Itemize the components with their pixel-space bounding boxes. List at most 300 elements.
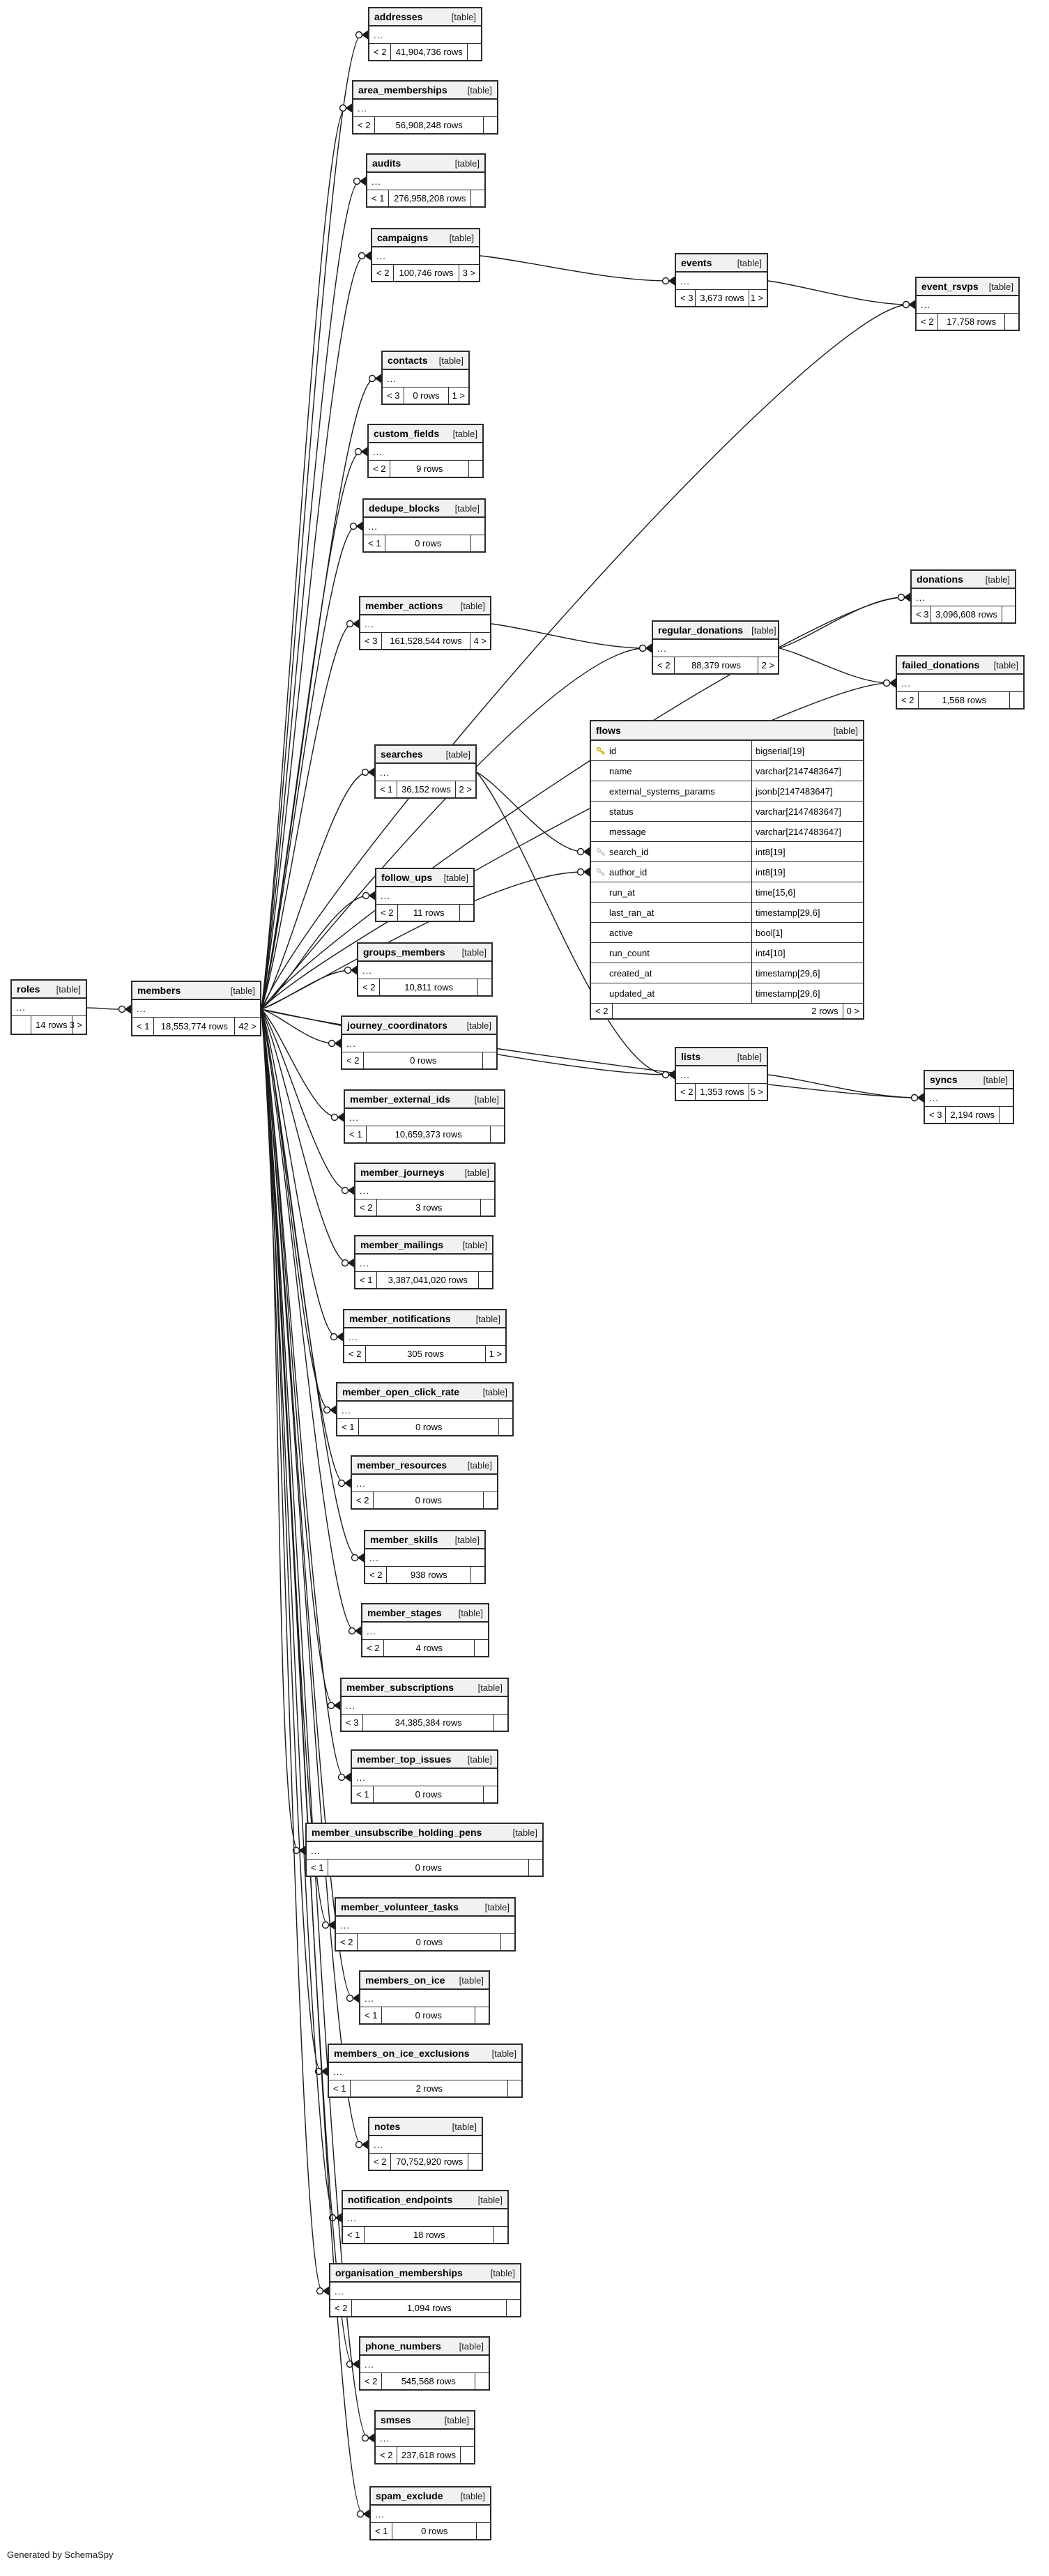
table-name: dedupe_blocks [369, 503, 440, 514]
table-flows[interactable] [590, 720, 864, 1020]
table-footer [342, 1715, 507, 1731]
table-header[interactable] [132, 982, 260, 1000]
footer-center-cell: 18 rows [413, 2230, 445, 2240]
table-header[interactable] [897, 657, 1023, 675]
footer-center-cell: 3,096,608 rows [935, 609, 997, 620]
table-type-badge: [table] [983, 1074, 1008, 1085]
footer-right-cell: 2 > [455, 781, 475, 797]
footer-left-cell: < 1 [343, 2227, 365, 2243]
footer-center-cell: 1,568 rows [942, 695, 987, 705]
footer-center-cell: 0 rows [410, 1055, 437, 1066]
table-footer [355, 1199, 494, 1216]
footer-left-cell [12, 1016, 31, 1034]
primary-key-icon [596, 746, 605, 756]
footer-left-cell: < 2 [676, 1084, 696, 1100]
table-event_rsvps[interactable] [915, 277, 1020, 331]
table-header[interactable] [352, 1751, 497, 1769]
table-header[interactable] [369, 2118, 482, 2136]
table-header[interactable] [591, 721, 863, 741]
table-header[interactable] [376, 869, 473, 887]
columns-collapsed-indicator: ... [336, 1917, 514, 1934]
table-footer [362, 1640, 488, 1656]
crow-foot-arrow [351, 966, 358, 975]
footer-center-cell: 4 rows [415, 1643, 443, 1653]
table-searches[interactable] [374, 744, 477, 799]
crow-foot-arrow [583, 868, 590, 877]
column-type: int4[10] [751, 943, 863, 963]
column-type: int8[19] [751, 862, 863, 882]
table-header[interactable] [343, 2191, 507, 2209]
table-header[interactable] [336, 1899, 514, 1917]
table-header[interactable] [360, 2338, 489, 2356]
zero-many-circle [349, 1628, 355, 1634]
footer-center-cell: 0 rows [415, 1862, 442, 1873]
crow-foot-arrow [645, 644, 652, 653]
table-name: spam_exclude [376, 2490, 443, 2501]
footer-right-cell [468, 2154, 482, 2170]
table-footer [912, 606, 1015, 622]
table-header[interactable] [337, 1383, 512, 1402]
table-member_notifications[interactable] [343, 1309, 507, 1363]
table-header[interactable] [353, 82, 497, 100]
column-name-cell [591, 923, 751, 942]
footer-left-cell: < 2 [376, 905, 398, 921]
table-member_resources[interactable] [351, 1455, 498, 1510]
table-name: contacts [388, 355, 428, 366]
zero-many-circle [332, 1114, 338, 1121]
table-name: flows [596, 725, 621, 736]
zero-many-circle [352, 1555, 358, 1561]
table-name: event_rsvps [921, 281, 979, 292]
table-footer [132, 1018, 260, 1035]
columns-collapsed-indicator: ... [342, 1035, 496, 1052]
table-syncs[interactable] [924, 1070, 1014, 1124]
table-member_actions[interactable] [359, 596, 491, 650]
table-area_memberships[interactable] [352, 80, 498, 135]
footer-left-cell: < 3 [383, 388, 404, 404]
table-header[interactable] [653, 622, 778, 640]
columns-collapsed-indicator: ... [358, 962, 491, 979]
crow-foot-arrow [337, 1333, 344, 1342]
table-type-badge: [table] [482, 1386, 507, 1397]
footer-center-cell: 0 rows [413, 390, 440, 401]
table-name: notification_endpoints [348, 2194, 453, 2205]
table-type-badge: [table] [467, 84, 492, 95]
table-name: searches [381, 749, 423, 760]
table-header[interactable] [917, 278, 1018, 296]
footer-right-cell [474, 1640, 488, 1656]
zero-many-circle [363, 893, 369, 899]
footer-center-cell: 14 rows [36, 1020, 68, 1030]
table-addresses[interactable] [368, 7, 482, 61]
footer-center-cell: 3,673 rows [700, 293, 744, 303]
table-footer [12, 1016, 86, 1034]
table-footer [653, 657, 778, 673]
footer-left-cell: < 2 [352, 1492, 374, 1508]
key-spacer [596, 989, 605, 998]
column-type: timestamp[29,6] [751, 983, 863, 1003]
table-contacts[interactable] [381, 351, 470, 405]
relationship-edge [491, 624, 645, 648]
table-type-badge: [table] [985, 574, 1010, 585]
footer-right-cell [478, 1272, 492, 1288]
table-notification_endpoints[interactable] [342, 2190, 509, 2244]
footer-left-cell: < 2 [344, 1346, 366, 1362]
relationship-edge [261, 181, 360, 1009]
table-header[interactable] [307, 1824, 542, 1842]
crow-foot-arrow [330, 1406, 337, 1415]
table-groups_members[interactable] [357, 942, 493, 997]
table-type-badge: [table] [490, 2267, 515, 2278]
zero-many-circle [354, 178, 360, 185]
table-type-badge: [table] [475, 1313, 500, 1324]
table-header[interactable] [376, 2412, 474, 2430]
table-type-badge: [table] [737, 257, 762, 268]
column-row-status [591, 802, 863, 822]
table-member_top_issues[interactable] [351, 1749, 498, 1804]
table-name: journey_coordinators [347, 1020, 447, 1031]
column-name: run_at [609, 887, 635, 898]
table-type-badge: [table] [462, 1239, 487, 1250]
table-header[interactable] [362, 1604, 488, 1623]
table-footer [329, 2080, 521, 2096]
column-row-id [591, 741, 863, 761]
columns-collapsed-indicator: ... [912, 589, 1015, 606]
footer-right-cell [459, 905, 473, 921]
zero-many-circle [355, 449, 362, 455]
footer-center-cell: 41,904,736 rows [395, 47, 463, 57]
columns-collapsed-indicator: ... [337, 1402, 512, 1419]
table-donations[interactable] [910, 569, 1016, 624]
table-type-badge: [table] [461, 946, 487, 958]
zero-many-circle [339, 1480, 345, 1487]
footer-left-cell: < 2 [653, 657, 675, 673]
table-name: area_memberships [358, 84, 447, 95]
table-failed_donations[interactable] [896, 655, 1025, 710]
table-footer [342, 1052, 496, 1068]
column-type: timestamp[29,6] [751, 903, 863, 922]
table-type-badge: [table] [491, 2048, 516, 2059]
table-spam_exclude[interactable] [369, 2486, 491, 2540]
table-header[interactable] [355, 1236, 492, 1255]
relationship-edge [261, 1009, 335, 2218]
footer-center-cell: 2 rows [415, 2083, 443, 2094]
table-header[interactable] [925, 1071, 1013, 1089]
table-footer [364, 535, 484, 551]
footer-left-cell: < 2 [355, 1199, 377, 1216]
column-type: bool[1] [751, 923, 863, 942]
crow-foot-arrow [348, 1186, 355, 1195]
zero-many-circle [339, 1774, 345, 1781]
table-header[interactable] [676, 1048, 767, 1066]
table-header[interactable] [344, 1310, 505, 1328]
footer-left-cell: < 2 [591, 1004, 613, 1018]
footer-right-cell [482, 1052, 496, 1068]
table-roles[interactable] [10, 979, 87, 1035]
relationship-edge [261, 624, 353, 1009]
column-name: id [609, 745, 617, 756]
footer-right-cell: 42 > [234, 1018, 260, 1035]
table-follow_ups[interactable] [375, 868, 475, 922]
crow-foot-arrow [362, 2140, 369, 2149]
zero-many-circle [578, 849, 584, 855]
key-spacer [596, 807, 605, 816]
footer-left-cell: < 2 [897, 692, 919, 708]
table-smses[interactable] [374, 2410, 475, 2464]
zero-many-circle [912, 1095, 918, 1101]
table-type-badge: [table] [467, 1754, 492, 1765]
table-member_stages[interactable] [361, 1603, 489, 1657]
table-member_unsubscribe_holding_pens[interactable] [305, 1823, 544, 1877]
zero-many-circle [898, 595, 905, 601]
table-header[interactable] [355, 1164, 494, 1182]
column-row-run_count [591, 943, 863, 963]
footer-left-cell: < 1 [307, 1860, 328, 1876]
table-member_skills[interactable] [364, 1530, 486, 1584]
footer-left-cell: < 1 [329, 2080, 351, 2096]
table-header[interactable] [912, 571, 1015, 589]
table-name: follow_ups [381, 872, 433, 883]
table-type-badge: [table] [445, 749, 470, 760]
table-header[interactable] [360, 1972, 489, 1990]
table-notes[interactable] [368, 2117, 483, 2171]
footer-right-cell [1004, 314, 1018, 330]
table-phone_numbers[interactable] [359, 2336, 490, 2391]
table-name: groups_members [363, 946, 445, 958]
table-member_journeys[interactable] [354, 1163, 496, 1217]
table-dedupe_blocks[interactable] [362, 498, 486, 553]
table-type-badge: [table] [230, 985, 255, 996]
table-footer [307, 1860, 542, 1876]
zero-many-circle [358, 2511, 364, 2517]
key-spacer [596, 827, 605, 836]
columns-collapsed-indicator: ... [376, 764, 475, 781]
table-header[interactable] [329, 2045, 521, 2063]
table-type-badge: [table] [477, 2194, 503, 2205]
crow-foot-arrow [368, 2434, 375, 2443]
columns-collapsed-indicator: ... [383, 370, 468, 388]
columns-collapsed-indicator: ... [365, 1549, 484, 1567]
table-footer [360, 2373, 489, 2389]
zero-many-circle [347, 621, 353, 627]
footer-center-cell: 88,379 rows [691, 660, 741, 670]
table-footer [676, 290, 767, 306]
column-name-cell [591, 983, 751, 1003]
footer-left-cell: < 2 [330, 2300, 352, 2316]
table-header[interactable] [365, 1531, 484, 1549]
column-name-cell [591, 842, 751, 861]
relationship-edge [779, 597, 904, 648]
table-header[interactable] [383, 352, 468, 370]
table-header[interactable] [342, 1017, 496, 1035]
key-spacer [596, 969, 605, 978]
footer-right-cell [493, 1715, 507, 1731]
footer-right-cell [470, 535, 484, 551]
footer-center-cell: 34,385,384 rows [395, 1717, 462, 1728]
columns-collapsed-indicator: ... [343, 2209, 507, 2227]
crow-foot-arrow [335, 1039, 342, 1048]
column-row-created_at [591, 963, 863, 983]
table-member_external_ids[interactable] [344, 1089, 505, 1144]
table-footer [897, 692, 1023, 708]
footer-right-cell [493, 2227, 507, 2243]
table-header[interactable] [364, 500, 484, 518]
crow-foot-arrow [668, 277, 675, 286]
table-members_on_ice[interactable] [359, 1970, 490, 2025]
columns-collapsed-indicator: ... [369, 443, 482, 461]
columns-collapsed-indicator: ... [352, 1475, 497, 1492]
footer-right-cell: 1 > [749, 290, 767, 306]
zero-many-circle [356, 32, 362, 38]
table-type-badge: [table] [833, 725, 858, 736]
foreign-key-icon [596, 848, 605, 857]
footer-right-cell [477, 979, 491, 995]
relationship-edge [261, 256, 365, 1009]
footer-center-cell: 18,553,774 rows [160, 1021, 228, 1032]
table-footer [372, 265, 479, 281]
footer-left-cell: < 2 [358, 979, 380, 995]
table-member_volunteer_tasks[interactable] [335, 1897, 516, 1952]
column-name: message [609, 826, 646, 837]
footer-right-cell [470, 190, 484, 206]
table-footer [376, 781, 475, 797]
relationship-edge [261, 1009, 323, 2291]
footer-left-cell: < 2 [369, 44, 391, 60]
crow-foot-arrow [353, 1994, 360, 2003]
crow-foot-arrow [909, 300, 916, 309]
zero-many-circle [342, 1260, 349, 1266]
table-header[interactable] [345, 1091, 504, 1109]
table-footer [367, 190, 484, 206]
zero-many-circle [331, 1334, 337, 1340]
column-name: external_systems_params [609, 785, 715, 797]
table-header[interactable] [360, 597, 490, 615]
table-member_subscriptions[interactable] [340, 1678, 509, 1732]
crow-foot-arrow [348, 1259, 355, 1268]
table-header[interactable] [369, 425, 482, 443]
table-member_mailings[interactable] [354, 1235, 493, 1289]
table-header[interactable] [676, 254, 767, 273]
table-header[interactable] [12, 981, 86, 999]
footer-center-cell: 10,811 rows [404, 982, 454, 992]
crow-foot-arrow [362, 31, 369, 40]
zero-many-circle [359, 253, 365, 259]
footer-left-cell: < 1 [132, 1018, 154, 1035]
table-header[interactable] [371, 2487, 490, 2506]
table-members[interactable] [131, 981, 261, 1036]
relationship-edge [768, 281, 909, 305]
relationship-edge [261, 1009, 334, 1705]
table-type-badge: [table] [454, 1534, 480, 1545]
table-organisation_memberships[interactable] [329, 2263, 521, 2317]
columns-collapsed-indicator: ... [897, 675, 1023, 692]
key-spacer [596, 767, 605, 776]
column-name: name [609, 765, 632, 776]
table-events[interactable] [675, 253, 768, 307]
footer-center-cell: 938 rows [410, 1570, 447, 1580]
table-footer [355, 1272, 492, 1288]
column-type: varchar[2147483647] [751, 761, 863, 781]
table-custom_fields[interactable] [367, 424, 484, 478]
table-type-badge: [table] [444, 2414, 469, 2425]
relationship-edge [480, 256, 668, 281]
footer-left-cell: < 1 [371, 2523, 392, 2539]
zero-many-circle [578, 869, 584, 875]
zero-many-circle [884, 680, 890, 687]
zero-many-circle [119, 1006, 125, 1013]
table-audits[interactable] [366, 153, 486, 208]
crow-foot-arrow [368, 768, 375, 777]
footer-right-cell [475, 2373, 489, 2389]
footer-left-cell: < 1 [355, 1272, 377, 1288]
footer-right-cell: 5 > [749, 1084, 767, 1100]
table-header[interactable] [352, 1457, 497, 1475]
footer-center-cell: 9 rows [416, 463, 443, 474]
relationship-edge [261, 452, 361, 1009]
footer-center-cell: 0 rows [415, 1495, 442, 1505]
columns-collapsed-indicator: ... [307, 1842, 542, 1860]
columns-collapsed-indicator: ... [917, 296, 1018, 314]
table-member_open_click_rate[interactable] [336, 1382, 514, 1436]
crow-foot-arrow [353, 2360, 360, 2369]
column-name-cell [591, 761, 751, 781]
table-header[interactable] [342, 1679, 507, 1697]
footer-right-cell [480, 1199, 494, 1216]
table-header[interactable] [369, 8, 481, 26]
table-name: member_subscriptions [346, 1682, 454, 1693]
column-name-cell [591, 882, 751, 902]
columns-collapsed-indicator: ... [371, 2506, 490, 2523]
columns-collapsed-indicator: ... [355, 1255, 492, 1272]
footer-left-cell: < 1 [337, 1419, 359, 1435]
footer-right-cell: 0 > [843, 1004, 863, 1018]
table-type-badge: [table] [737, 1051, 762, 1062]
table-header[interactable] [358, 944, 491, 962]
columns-collapsed-indicator: ... [330, 2283, 520, 2300]
table-footer [344, 1346, 505, 1362]
footer-left-cell: < 2 [360, 2373, 382, 2389]
footer-left-cell: < 3 [925, 1107, 946, 1123]
columns-collapsed-indicator: ... [362, 1623, 488, 1640]
table-type-badge: [table] [451, 11, 476, 22]
table-header[interactable] [376, 746, 475, 764]
footer-left-cell: < 3 [360, 633, 382, 649]
footer-center-cell: 0 rows [421, 2526, 448, 2536]
table-lists[interactable] [675, 1047, 768, 1101]
table-regular_donations[interactable] [652, 620, 779, 675]
table-name: syncs [930, 1074, 958, 1085]
table-name: member_stages [367, 1607, 442, 1618]
footer-left-cell: < 3 [676, 290, 696, 306]
footer-left-cell: < 1 [367, 190, 389, 206]
crow-foot-arrow [334, 1701, 341, 1710]
footer-right-cell [999, 1107, 1013, 1123]
table-type-badge: [table] [449, 232, 474, 243]
table-header[interactable] [330, 2264, 520, 2283]
table-campaigns[interactable] [371, 228, 480, 282]
table-type-badge: [table] [56, 983, 81, 995]
columns-collapsed-indicator: ... [376, 2430, 474, 2447]
column-name: status [609, 806, 634, 817]
zero-many-circle [369, 376, 376, 382]
footer-center-cell: 276,958,208 rows [394, 193, 466, 204]
table-journey_coordinators[interactable] [341, 1015, 498, 1070]
column-name-cell [591, 903, 751, 922]
table-members_on_ice_exclusions[interactable] [328, 2044, 523, 2098]
table-header[interactable] [372, 229, 479, 247]
table-footer [591, 1004, 863, 1018]
table-header[interactable] [367, 155, 484, 173]
